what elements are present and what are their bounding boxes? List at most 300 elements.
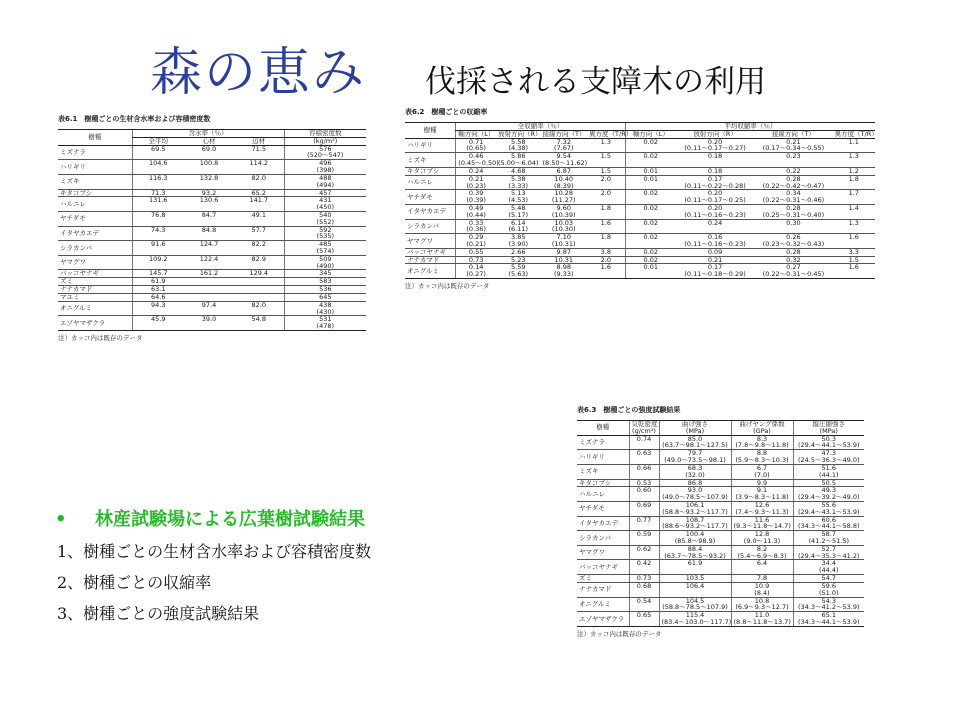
moisture-heartwood: 130.6 [184, 197, 234, 212]
moisture-heartwood: 84.7 [184, 211, 234, 226]
avg-shrink-r: 0.20 (0.11～0.16～0.23) [676, 204, 754, 219]
avg-shrink-r: 0.17 (0.11～0.18～0.29) [676, 264, 754, 279]
species-name: ミズナラ [577, 435, 629, 450]
table-row [577, 545, 864, 560]
full-shrink-r: 5.86 (5.00～6.04) [498, 152, 539, 168]
moisture-average: 63.1 [132, 286, 184, 294]
moisture-sapwood: 82.0 [234, 174, 284, 189]
moisture-sapwood: 82.2 [234, 241, 284, 256]
moisture-average: 91.6 [132, 241, 184, 256]
t1-header-species: 樹種 [58, 130, 132, 146]
avg-shrink-r: 0.17 (0.11～0.22～0.28) [676, 175, 754, 190]
avg-anisotropy: 1.6 [833, 234, 875, 249]
air-dry-density: 0.73 [629, 575, 659, 583]
bending-strength: 106.1 (58.8～93.2～117.7) [659, 501, 731, 516]
moisture-sapwood [234, 278, 284, 286]
full-anisotropy: 2.0 [587, 256, 625, 264]
moisture-average: 94.3 [132, 301, 184, 316]
table-row [405, 153, 875, 168]
avg-shrink-t: 0.30 [754, 219, 832, 234]
moisture-sapwood: 82.9 [234, 255, 284, 270]
species-name: キタコブシ [577, 479, 629, 487]
moisture-sapwood [234, 286, 284, 294]
density-value: 488 (494) [284, 174, 366, 189]
avg-shrink-l: 0.01 [625, 175, 676, 190]
species-name: ミズキ [58, 174, 132, 189]
avg-anisotropy: 1.6 [833, 264, 875, 279]
table-row [405, 219, 875, 234]
compression-strength: 59.6 (51.0) [793, 582, 864, 597]
table-strength [577, 405, 864, 638]
compression-strength: 55.6 (29.4～43.1～53.9) [793, 501, 864, 516]
avg-shrink-t: 0.28 (0.25～0.31～0.40) [754, 204, 832, 219]
full-shrink-t: 9.87 [540, 248, 587, 256]
species-name: ナナカマド [405, 256, 456, 264]
moisture-sapwood: 71.5 [234, 145, 284, 160]
air-dry-density: 0.65 [629, 612, 659, 627]
full-shrink-r: 2.66 [496, 248, 540, 256]
t2-h-aR: 放射方向（R） [676, 130, 754, 138]
table-row [58, 226, 366, 241]
list-item: 2、樹種ごとの収縮率 [57, 573, 212, 592]
full-shrink-r: 5.38 (3.33) [496, 175, 540, 190]
avg-shrink-l: 0.01 [625, 167, 676, 175]
table-row [405, 175, 875, 190]
young-modulus: 6.4 [731, 560, 793, 575]
table-row [577, 464, 864, 479]
avg-anisotropy: 1.4 [833, 204, 875, 219]
air-dry-density: 0.69 [629, 501, 659, 516]
avg-anisotropy: 1.7 [833, 190, 875, 205]
moisture-sapwood: 65.2 [234, 189, 284, 197]
full-anisotropy: 1.6 [587, 264, 625, 279]
avg-shrink-t: 0.22 [754, 167, 832, 175]
t2-h-fT: 接線方向（T） [542, 129, 586, 138]
moisture-average: 45.9 [132, 316, 184, 331]
species-name: ミズキ [405, 153, 456, 168]
table2-caption: 表6.2 樹種ごとの収縮率 [405, 108, 488, 116]
young-modulus: 10.9 (8.4) [731, 582, 793, 597]
air-dry-density: 0.54 [629, 597, 659, 612]
full-anisotropy: 1.8 [587, 204, 625, 219]
young-modulus: 9.9 [731, 479, 793, 487]
t2-header-species: 樹種 [405, 123, 456, 139]
full-anisotropy: 1.3 [587, 138, 625, 153]
density-value: 438 (430) [284, 301, 366, 316]
moisture-average: 61.9 [132, 278, 184, 286]
species-name: イタヤカエデ [405, 204, 456, 219]
air-dry-density: 0.66 [629, 464, 659, 479]
avg-shrink-t: 0.34 (0.22～0.31～0.46) [754, 190, 832, 205]
full-shrink-l: 0.55 [456, 248, 496, 256]
moisture-average: 145.7 [132, 270, 184, 278]
species-name: オニグルミ [577, 597, 629, 612]
table-row [577, 560, 864, 575]
species-name: ナナカマド [58, 286, 132, 294]
t1-header-avg: 全平均 [132, 137, 184, 145]
young-modulus: 6.7 (7.0) [731, 464, 793, 479]
table-row [58, 316, 366, 331]
species-name: キタコブシ [58, 189, 132, 197]
bending-strength: 106.4 [659, 582, 731, 597]
species-name: オニグルミ [58, 301, 132, 316]
species-name: エゾヤマザクラ [58, 316, 132, 331]
full-shrink-l: 0.49 (0.44) [456, 204, 496, 219]
species-name: ミズナラ [58, 145, 132, 160]
t2-note: 注）カッコ内は既存のデータ [405, 282, 490, 291]
full-anisotropy: 1.5 [587, 153, 625, 168]
avg-shrink-t: 0.28 (0.22～0.42～0.47) [754, 175, 832, 190]
t1-header-density: 容積密度数 [284, 130, 366, 138]
species-name: エゾヤマザクラ [577, 612, 629, 627]
species-name: イタヤカエデ [577, 516, 629, 531]
species-name: バッコヤナギ [577, 560, 629, 575]
full-shrink-t: 9.54 (8.50～11.62) [542, 152, 588, 168]
avg-anisotropy: 1.1 [833, 138, 875, 153]
avg-shrink-t: 0.23 [754, 153, 832, 168]
full-shrink-t: 9.60 (10.39) [540, 204, 587, 219]
full-shrink-l: 0.73 [456, 256, 496, 264]
bending-strength: 85.0 (63.7～98.1～127.5) [659, 435, 731, 450]
moisture-average: 74.3 [132, 226, 184, 241]
species-name: イタヤカエデ [58, 226, 132, 241]
table-row [577, 612, 864, 627]
full-shrink-r: 5.59 (5.63) [496, 264, 540, 279]
bending-strength: 103.5 [659, 575, 731, 583]
t2-h-fTR: 異方度（T/R） [589, 129, 633, 138]
full-shrink-t: 10.40 (8.39) [540, 175, 587, 190]
avg-shrink-l: 0.02 [625, 219, 676, 234]
table-row [405, 264, 875, 279]
avg-shrink-l: 0.02 [625, 153, 676, 168]
young-modulus: 8.2 (5.4～6.9～8.3) [731, 545, 793, 560]
table-moisture-density [58, 114, 366, 342]
full-shrink-l: 0.39 (0.39) [456, 190, 496, 205]
t3-header-young: 曲げヤング係数 (GPa) [731, 421, 793, 436]
species-name: キタコブシ [405, 167, 456, 175]
species-name: ハルニレ [405, 175, 456, 190]
avg-shrink-r: 0.09 [676, 248, 754, 256]
bending-strength: 88.4 (63.7～78.5～93.2) [659, 545, 731, 560]
table-row [577, 516, 864, 531]
density-value: 496 (398) [284, 160, 366, 175]
species-name: オニグルミ [405, 264, 456, 279]
air-dry-density: 0.53 [629, 479, 659, 487]
t2-h-fR: 放射方向（R） [498, 129, 542, 138]
bullet-icon: • [55, 509, 67, 530]
full-shrink-r: 6.14 (6.11) [496, 219, 540, 234]
avg-shrink-r: 0.18 [676, 167, 754, 175]
species-name: ヤチダモ [58, 211, 132, 226]
full-shrink-t: 7.32 (7.67) [540, 138, 587, 153]
t3-header-bend: 曲げ強さ (MPa) [659, 421, 731, 436]
compression-strength: 60.6 (34.3～44.1～58.8) [793, 516, 864, 531]
avg-shrink-r: 0.21 [676, 256, 754, 264]
bending-strength: 61.9 [659, 560, 731, 575]
table1-caption: 表6.1 樹種ごとの生材含水率および容積密度数 [58, 115, 211, 123]
t2-h-aT: 接線方向（T） [754, 130, 832, 138]
t1-note: 注）カッコ内は既存のデータ [58, 333, 143, 342]
full-shrink-r: 5.58 (4.38) [496, 138, 540, 153]
avg-anisotropy: 1.3 [833, 219, 875, 234]
avg-shrink-l: 0.02 [625, 248, 676, 256]
full-shrink-l: 0.71 (0.65) [456, 138, 496, 153]
full-shrink-t: 10.28 (11.27) [540, 190, 587, 205]
table-row [58, 301, 366, 316]
table-row [405, 204, 875, 219]
species-name: ズミ [577, 575, 629, 583]
avg-anisotropy: 1.2 [833, 167, 875, 175]
table-row [577, 487, 864, 502]
t2-header-full: 全収縮率（％） [456, 123, 625, 131]
species-name: ヤチダモ [577, 501, 629, 516]
compression-strength: 34.4 (44.4) [793, 560, 864, 575]
moisture-sapwood: 129.4 [234, 270, 284, 278]
compression-strength: 50.3 (29.4～44.1～53.9) [793, 435, 864, 450]
full-anisotropy: 1.5 [587, 167, 625, 175]
density-value: 540 (552) [284, 211, 366, 226]
avg-anisotropy: 1.3 [833, 153, 875, 168]
avg-shrink-t: 0.32 [754, 256, 832, 264]
young-modulus: 11.6 (9.3～11.8～14.7) [731, 516, 793, 531]
full-shrink-t: 7.10 (10.31) [540, 234, 587, 249]
young-modulus: 12.6 (7.4～9.3～11.3) [731, 501, 793, 516]
avg-shrink-t: 0.21 (0.17～0.34～0.55) [754, 138, 832, 153]
air-dry-density: 0.77 [629, 516, 659, 531]
moisture-heartwood: 93.2 [184, 189, 234, 197]
young-modulus: 7.8 [731, 575, 793, 583]
avg-shrink-l: 0.02 [625, 204, 676, 219]
moisture-heartwood: 122.4 [184, 255, 234, 270]
species-name: ミズキ [577, 464, 629, 479]
species-name: シラカンバ [58, 241, 132, 256]
avg-shrink-r: 0.20 (0.11～0.17～0.25) [676, 190, 754, 205]
avg-shrink-r: 0.24 [676, 219, 754, 234]
table3-caption: 表6.3 樹種ごとの強度試験結果 [577, 406, 681, 414]
table-row [58, 145, 366, 160]
table-row [577, 597, 864, 612]
table-row [577, 582, 864, 597]
table-row [58, 160, 366, 175]
avg-shrink-l: 0.02 [625, 138, 676, 153]
species-name: ハリギリ [58, 160, 132, 175]
air-dry-density: 0.68 [629, 582, 659, 597]
density-value: 536 [284, 286, 366, 294]
moisture-heartwood: 97.4 [184, 301, 234, 316]
table-row [577, 531, 864, 546]
moisture-sapwood: 54.8 [234, 316, 284, 331]
full-shrink-r: 5.13 (4.53) [496, 190, 540, 205]
bending-strength: 86.8 [659, 479, 731, 487]
bending-strength: 68.3 (32.0) [659, 464, 731, 479]
avg-shrink-r: 0.16 (0.11～0.16～0.23) [676, 234, 754, 249]
species-name: ヤマグワ [58, 255, 132, 270]
table-row [405, 190, 875, 205]
moisture-heartwood: 84.8 [184, 226, 234, 241]
species-name: ヤマグワ [577, 545, 629, 560]
moisture-sapwood: 57.7 [234, 226, 284, 241]
avg-shrink-l: 0.01 [625, 264, 676, 279]
air-dry-density: 0.60 [629, 487, 659, 502]
moisture-sapwood: 114.2 [234, 160, 284, 175]
moisture-average: 71.3 [132, 189, 184, 197]
full-shrink-r: 4.68 [496, 167, 540, 175]
moisture-sapwood: 49.1 [234, 211, 284, 226]
compression-strength: 52.7 (29.4～35.3～41.2) [793, 545, 864, 560]
density-value: 485 (574) [284, 241, 366, 256]
list-item: 3、樹種ごとの強度試験結果 [57, 604, 260, 623]
density-value: 457 [284, 189, 366, 197]
moisture-average: 69.5 [132, 145, 184, 160]
t2-h-aTR: 異方度（T/R） [834, 129, 878, 138]
t3-note: 注）カッコ内は既存のデータ [577, 629, 662, 638]
full-shrink-l: 0.33 (0.36) [456, 219, 496, 234]
full-anisotropy: 1.6 [587, 219, 625, 234]
density-value: 431 (450) [284, 197, 366, 212]
moisture-heartwood: 124.7 [184, 241, 234, 256]
avg-shrink-t: 0.26 (0.23～0.32～0.43) [754, 234, 832, 249]
moisture-heartwood [184, 286, 234, 294]
moisture-average: 104.6 [132, 160, 184, 175]
table-row [405, 138, 875, 153]
species-name: ハルニレ [58, 197, 132, 212]
species-name: シラカンバ [577, 531, 629, 546]
species-name: ハリギリ [405, 138, 456, 153]
full-shrink-l: 0.14 (0.27) [456, 264, 496, 279]
full-anisotropy: 1.8 [587, 234, 625, 249]
table-row [58, 255, 366, 270]
avg-shrink-t: 0.28 [754, 248, 832, 256]
full-shrink-l: 0.24 [456, 167, 496, 175]
density-value: 592 (535) [284, 226, 366, 241]
density-value: 645 [284, 293, 366, 301]
bending-strength: 115.4 (83.4～103.0～117.7) [659, 612, 731, 627]
species-name: ナナカマド [577, 582, 629, 597]
full-shrink-t: 10.03 (10.30) [540, 219, 587, 234]
t1-header-sap: 辺材 [234, 137, 284, 145]
compression-strength: 50.5 [793, 479, 864, 487]
air-dry-density: 0.42 [629, 560, 659, 575]
species-name: ハルニレ [577, 487, 629, 502]
density-value: 531 (478) [284, 316, 366, 331]
moisture-average: 64.6 [132, 293, 184, 301]
avg-shrink-l: 0.02 [625, 234, 676, 249]
young-modulus: 9.1 (3.9～8.3～11.8) [731, 487, 793, 502]
avg-shrink-l: 0.02 [625, 190, 676, 205]
air-dry-density: 0.74 [629, 435, 659, 450]
species-name: ハリギリ [577, 450, 629, 465]
full-shrink-l: 0.21 (0.23) [456, 175, 496, 190]
bending-strength: 93.0 (49.0～78.5～107.9) [659, 487, 731, 502]
t2-header-avg: 平均収縮率（％） [625, 123, 875, 131]
moisture-heartwood: 161.2 [184, 270, 234, 278]
moisture-average: 131.6 [132, 197, 184, 212]
density-value: 345 [284, 270, 366, 278]
moisture-average: 109.2 [132, 255, 184, 270]
table-row [405, 234, 875, 249]
compression-strength: 47.3 (24.5～36.3～49.0) [793, 450, 864, 465]
young-modulus: 8.3 (7.8～9.8～11.8) [731, 435, 793, 450]
species-name: マユミ [58, 293, 132, 301]
t2-h-fL: 軸方向（L） [456, 130, 496, 138]
page-title: 森の恵み [150, 43, 367, 103]
young-modulus: 11.0 (8.8～11.8～13.7) [731, 612, 793, 627]
species-name: ヤマグワ [405, 234, 456, 249]
young-modulus: 8.8 (5.9～8.3～10.3) [731, 450, 793, 465]
air-dry-density: 0.59 [629, 531, 659, 546]
t2-h-aL: 軸方向（L） [625, 130, 676, 138]
full-shrink-t: 8.98 (9.33) [540, 264, 587, 279]
t3-header-density: 気乾密度 (g/cm³) [629, 421, 659, 436]
summary-list [55, 505, 371, 624]
table-row [577, 575, 864, 583]
avg-shrink-r: 0.18 [676, 153, 754, 168]
avg-shrink-l: 0.02 [625, 256, 676, 264]
density-value: 583 [284, 278, 366, 286]
table-row [577, 435, 864, 450]
full-shrink-l: 0.46 (0.45～0.50) [456, 153, 496, 168]
full-shrink-r: 3.85 (3.90) [496, 234, 540, 249]
page-subtitle: 伐採される支障木の利用 [425, 64, 766, 100]
moisture-average: 116.3 [132, 174, 184, 189]
t3-header-species: 樹種 [577, 421, 629, 436]
t1-header-moisture: 含水率（％） [132, 130, 284, 138]
compression-strength: 54.7 [793, 575, 864, 583]
compression-strength: 54.3 (34.3～41.2～53.9) [793, 597, 864, 612]
full-shrink-r: 5.48 (5.17) [496, 204, 540, 219]
avg-shrink-t: 0.27 (0.22～0.31～0.45) [754, 264, 832, 279]
bending-strength: 100.4 (85.8～98.9) [659, 531, 731, 546]
full-shrink-l: 0.29 (0.21) [456, 234, 496, 249]
t1-header-density-unit: (kg/m³) [284, 137, 366, 145]
full-shrink-r: 5.23 [496, 256, 540, 264]
moisture-heartwood: 132.8 [184, 174, 234, 189]
avg-anisotropy: 1.8 [833, 175, 875, 190]
t3-header-comp: 縦圧縮強さ (MPa) [793, 421, 864, 436]
density-value: 576 (520～547) [284, 145, 366, 160]
table-shrinkage [405, 107, 878, 291]
table-row [58, 197, 366, 212]
full-shrink-t: 10.31 [540, 256, 587, 264]
air-dry-density: 0.63 [629, 450, 659, 465]
species-name: ヤチダモ [405, 190, 456, 205]
species-name: バッコヤナギ [58, 270, 132, 278]
species-name: ズミ [58, 278, 132, 286]
table-row [577, 479, 864, 487]
compression-strength: 49.3 (29.4～39.2～49.0) [793, 487, 864, 502]
compression-strength: 58.7 (41.2～51.5) [793, 531, 864, 546]
moisture-heartwood: 39.0 [184, 316, 234, 331]
full-anisotropy: 2.0 [587, 190, 625, 205]
compression-strength: 51.6 (44.1) [793, 464, 864, 479]
table-row [577, 450, 864, 465]
bending-strength: 79.7 (49.0～73.5～98.1) [659, 450, 731, 465]
moisture-heartwood: 100.8 [184, 160, 234, 175]
species-name: シラカンバ [405, 219, 456, 234]
table-row [58, 174, 366, 189]
list-item: 1、樹種ごとの生材含水率および容積密度数 [57, 542, 372, 561]
avg-anisotropy: 1.5 [833, 256, 875, 264]
moisture-average: 76.8 [132, 211, 184, 226]
full-anisotropy: 3.8 [587, 248, 625, 256]
species-name: バッコヤナギ [405, 248, 456, 256]
full-anisotropy: 2.0 [587, 175, 625, 190]
t1-header-heart: 心材 [184, 137, 234, 145]
moisture-heartwood: 69.0 [184, 145, 234, 160]
avg-shrink-r: 0.20 (0.11～0.17～0.27) [676, 138, 754, 153]
summary-heading [55, 505, 371, 531]
table-row [58, 211, 366, 226]
